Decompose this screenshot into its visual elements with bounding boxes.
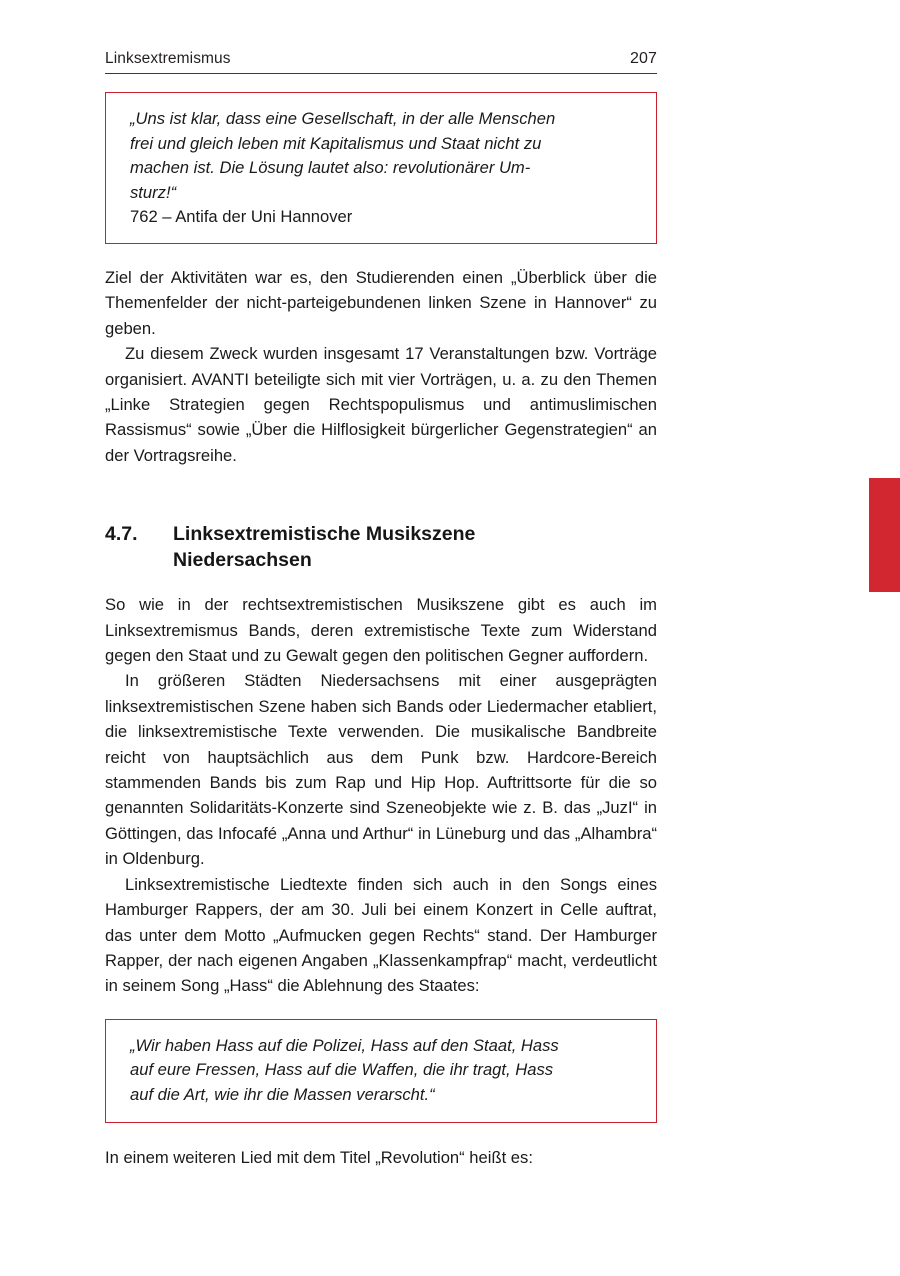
section-title-line-2: Niedersachsen — [173, 549, 312, 572]
running-head — [105, 50, 657, 74]
spacer — [105, 244, 657, 265]
paragraph-in-einem-weiteren-lied: In einem weiteren Lied mit dem Titel „Revolution“ heißt es: — [105, 1147, 533, 1167]
running-head-title: Linksextremismus — [105, 50, 231, 67]
spacer — [105, 468, 657, 521]
paragraph-so-wie-in-der: So wie in der rechtsextremistischen Musikszene gibt es auch im Linksextremismus Bands, deren extremistische Texte zum Widerstand gegen den Staat und zu Gewalt gegen den politischen Gegner auffordern. — [105, 595, 657, 666]
section-title — [173, 521, 475, 573]
paragraph-linksextremistische-liedtexte: Linksextremistische Liedtexte finden sich auch in den Songs eines Hamburger Rappers, der am 30. Juli bei einem Konzert in Celle auftrat, das unter dem Motto „Aufmucken gegen Rechts“ stand. Der Hamburger Rapper, der nach eigenen Angaben „Klassenkampfrap“ macht, verdeutlicht in seinem Song „Hass“ die Ablehnung des Staates: — [105, 874, 657, 996]
quote-line: frei und gleich leben mit Kapitalismus und Staat nicht zu — [130, 133, 542, 153]
spacer — [105, 1123, 657, 1145]
section-heading-4-7 — [105, 521, 657, 573]
quote-box-antifa — [105, 92, 657, 244]
quote-line: sturz!“ — [130, 182, 177, 202]
spacer — [105, 573, 657, 592]
paragraph-zu-diesem-zweck: Zu diesem Zweck wurden insgesamt 17 Veranstaltungen bzw. Vorträge organisiert. AVANTI beteiligte sich mit vier Vorträgen, u. a. zu den Themen „Linke Strategien gegen Rechtspopulismus und antimuslimischen Rassismus“ sowie „Über die Hilflosigkeit bürgerlicher Gegenstrategien“ an der Vortragsreihe. — [105, 344, 657, 465]
page-number: 207 — [630, 50, 657, 67]
quote-line: machen ist. Die Lösung lautet also: revolutionärer Um- — [130, 158, 531, 178]
quote-box-hass — [105, 1019, 657, 1123]
section-title-line-1: Linksextremistische Musikszene — [173, 523, 476, 546]
quote-line: „Wir haben Hass auf die Polizei, Hass auf den Staat, Hass — [130, 1035, 559, 1055]
quote-line: „Uns ist klar, dass eine Gesellschaft, in der alle Menschen — [130, 109, 556, 128]
quote-line: auf die Art, wie ihr die Massen verarscht.“ — [130, 1084, 435, 1104]
quote-source: 762 – Antifa der Uni Hannover — [130, 207, 353, 227]
paragraph-ziel-der-aktivitaeten: Ziel der Aktivitäten war es, den Studierenden einen „Überblick über die Themenfelder der nicht-parteigebundenen linken Szene in Hannover“ zu geben. — [105, 267, 657, 338]
section-number: 4.7. — [105, 523, 138, 546]
thumb-index-tab — [869, 478, 900, 592]
page-content — [105, 92, 657, 1170]
quote-line: auf eure Fressen, Hass auf die Waffen, die ihr tragt, Hass — [130, 1060, 554, 1080]
spacer — [105, 999, 657, 1019]
paragraph-in-groesseren-staedten: In größeren Städten Niedersachsens mit einer ausgeprägten linksextremistischen Szene haben sich Bands oder Liedermacher etabliert, die linksextremistische Texte verwenden. Die musikalische Bandbreite reicht von hauptsächlich aus dem Punk bzw. Hardcore-Bereich stammenden Bands bis zum Rap und Hip Hop. Auftrittsorte für die so genannten Solidaritäts-Konzerte sind Szeneobjekte wie z. B. das „JuzI“ in Göttingen, das Infocafé „Anna und Arthur“ in Lüneburg und das „Alhambra“ in Oldenburg. — [105, 671, 657, 869]
